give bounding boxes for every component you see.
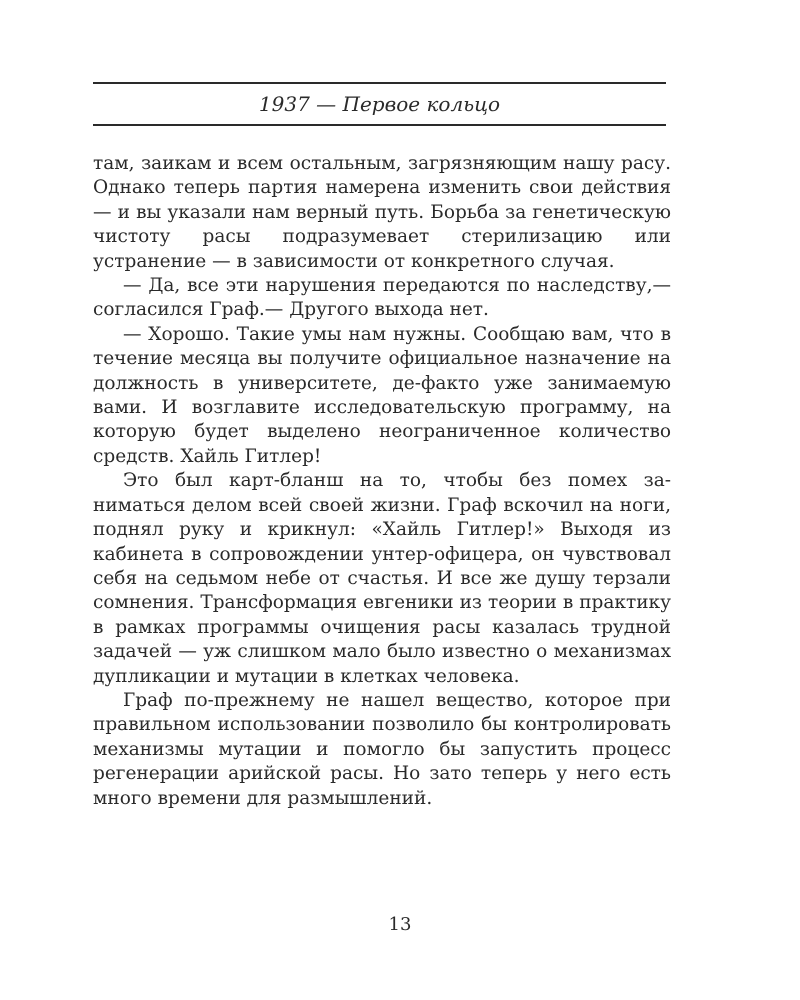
- body-text: [93, 152, 671, 811]
- page-number: 13: [388, 914, 412, 935]
- running-head: 1937 — Первое кольцо: [258, 92, 501, 116]
- paragraph-2: — Да, все эти нарушения передаются по наследству,— согласился Граф.— Другого выхода нет.: [93, 275, 671, 321]
- paragraph-3: — Хорошо. Такие умы нам нужны. Сообщаю вам, что в течение месяца вы получите официальное назначение на должность в университете, де-факто уже занимаемую вами. И возглавите исследовательскую программу, на которую будет выделено неограниченное количество средств. Хайль Гитлер!: [93, 323, 671, 467]
- header-rule-top: [93, 82, 666, 84]
- paragraph-1: там, заикам и всем остальным, загрязняющим нашу расу. Однако теперь партия намерена изменить свои действия — и вы указали нам верный путь. Борьба за генетическую чистоту расы подразумевает стерилизацию или устранение — в зависимости от конкретного случая.: [93, 153, 671, 272]
- header-rule-bottom: [93, 124, 666, 126]
- paragraph-4: Это был карт-бланш на то, чтобы без помех заниматься делом всей своей жизни. Граф вскочил на ноги, поднял руку и крикнул: «Хайль Гитлер!» Выходя из кабинета в сопровождении унтер-офицера, он чувствовал себя на седьмом небе от счастья. И все же душу терзали сомнения. Трансформация евгеники из теории в практику в рамках программы очищения расы казалась трудной задачей — уж слишком мало было известно о механизмах дупликации и мутации в клетках человека.: [93, 470, 671, 687]
- paragraph-5: Граф по-прежнему не нашел вещество, которое при правильном использовании позволило бы контролировать механизмы мутации и помогло бы запустить процесс регенерации арийской расы. Но зато теперь у него есть много времени для размышлений.: [93, 689, 671, 809]
